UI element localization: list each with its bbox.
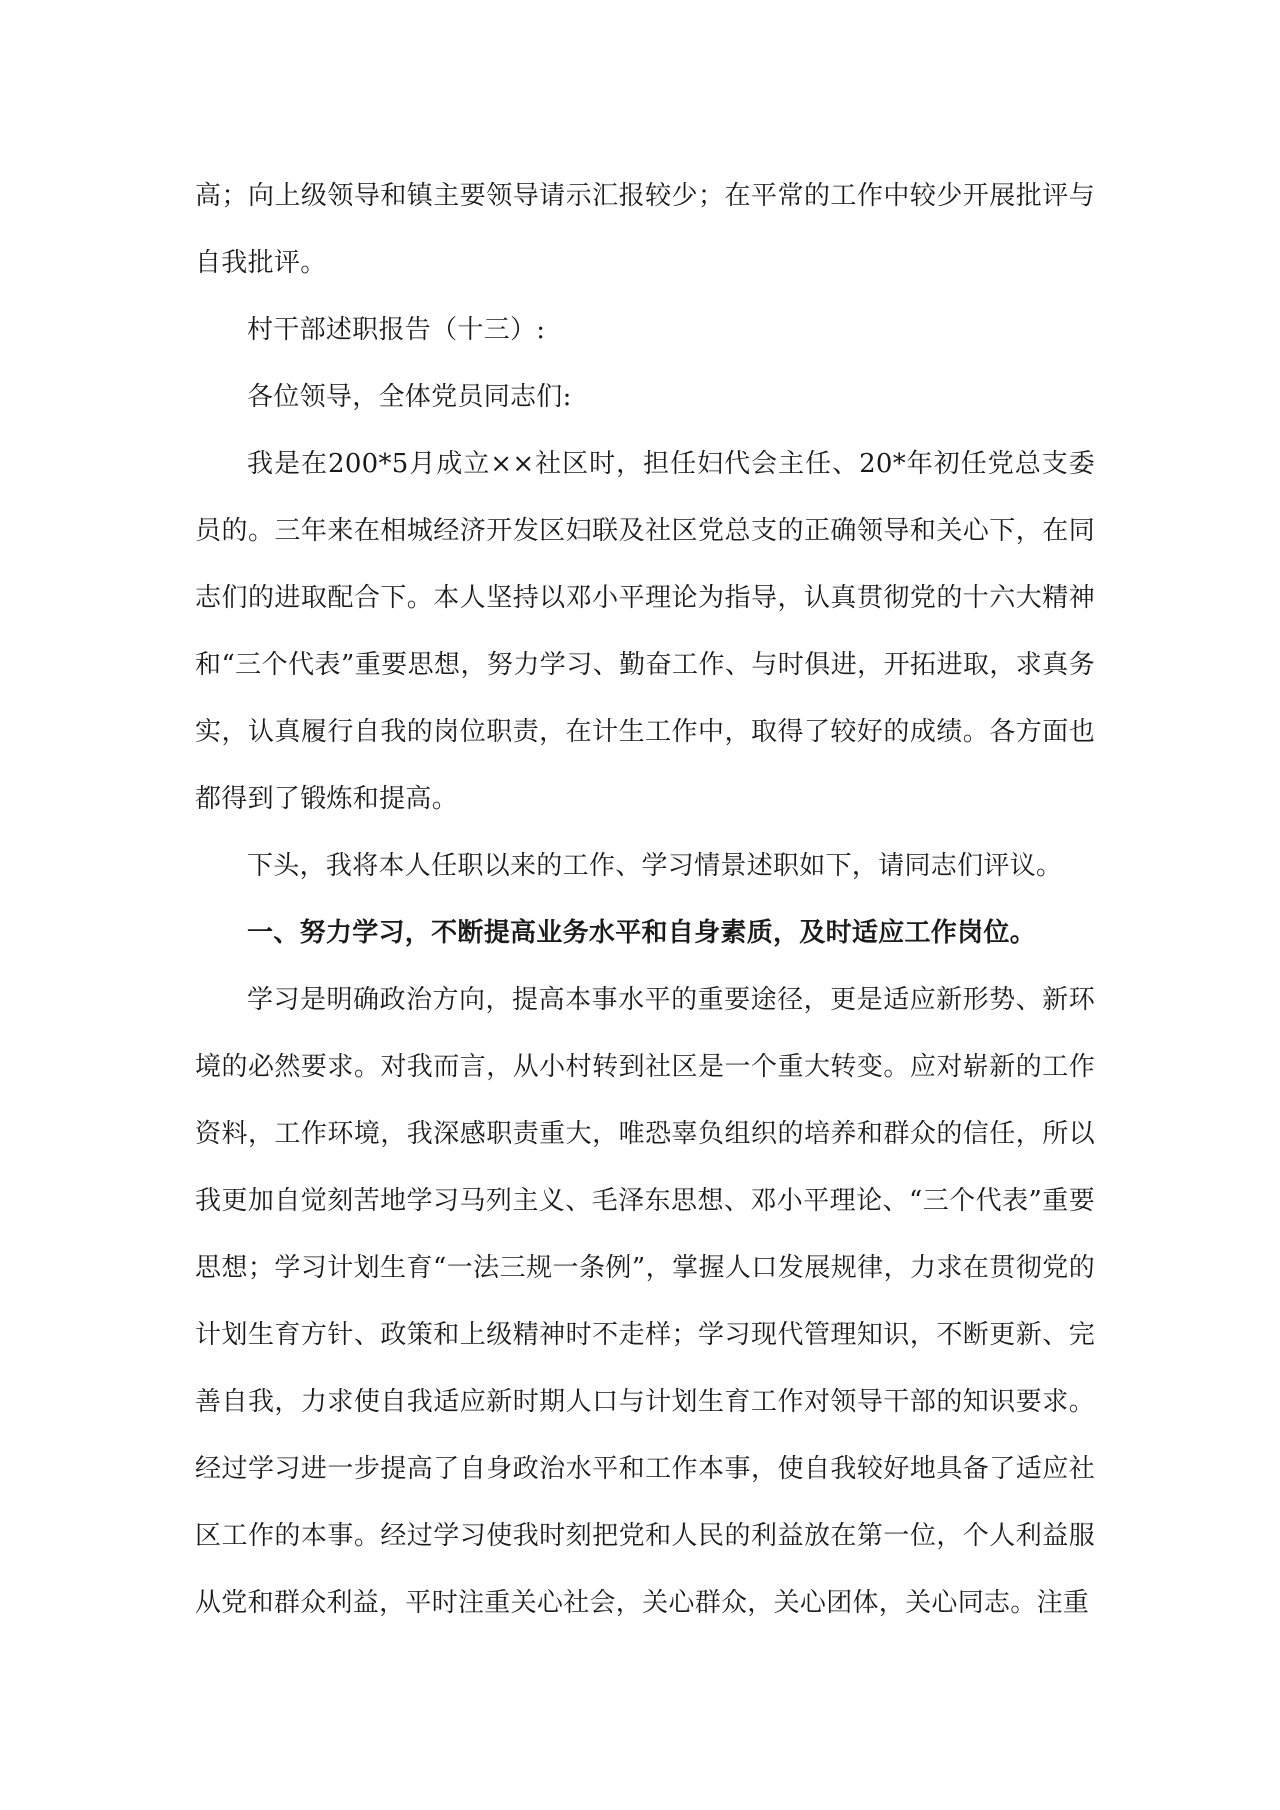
paragraph-introduction: 我是在200*5月成立××社区时，担任妇代会主任、20*年初任党总支委员的。三年来在相城经济开发区妇联及社区党总支的正确领导和关心下，在同志们的进取配合下。本人坚持以邓小平理论为指导，认真贯彻党的十六大精神和“三个代表”重要思想，努力学习、勤奋工作、与时俱进，开拓进取，求真务实，认真履行自我的岗位职责，在计生工作中，取得了较好的成绩。各方面也都得到了锻炼和提高。: [195, 449, 1095, 814]
paragraph-study: 学习是明确政治方向，提高本事水平的重要途径，更是适应新形势、新环境的必然要求。对我而言，从小村转到社区是一个重大转变。应对崭新的工作资料，工作环境，我深感职责重大，唯恐辜负组织的培养和群众的信任，所以我更加自觉刻苦地学习马列主义、毛泽东思想、邓小平理论、“三个代表”重要思想；学习计划生育“一法三规一条例”，掌握人口发展规律，力求在贯彻党的计划生育方针、政策和上级精神时不走样；学习现代管理知识，不断更新、完善自我，力求使自我适应新时期人口与计划生育工作对领导干部的知识要求。经过学习进一步提高了自身政治水平和工作本事，使自我较好地具备了适应社区工作的本事。经过学习使我时刻把党和人民的利益放在第一位，个人利益服从党和群众利益，平时注重关心社会，关心群众，关心团体，关心同志。注重: [195, 985, 1095, 1618]
paragraph-transition: 下头，我将本人任职以来的工作、学习情景述职如下，请同志们评议。: [247, 851, 1063, 881]
report-title: 村干部述职报告（十三）:: [247, 315, 546, 345]
salutation: 各位领导，全体党员同志们:: [247, 382, 572, 412]
section-heading-1: 一、努力学习，不断提高业务水平和自身素质，及时适应工作岗位。: [247, 918, 1037, 948]
paragraph-continuation: 高；向上级领导和镇主要领导请示汇报较少；在平常的工作中较少开展批评与自我批评。: [195, 181, 1095, 278]
document-body: [195, 163, 1095, 1637]
